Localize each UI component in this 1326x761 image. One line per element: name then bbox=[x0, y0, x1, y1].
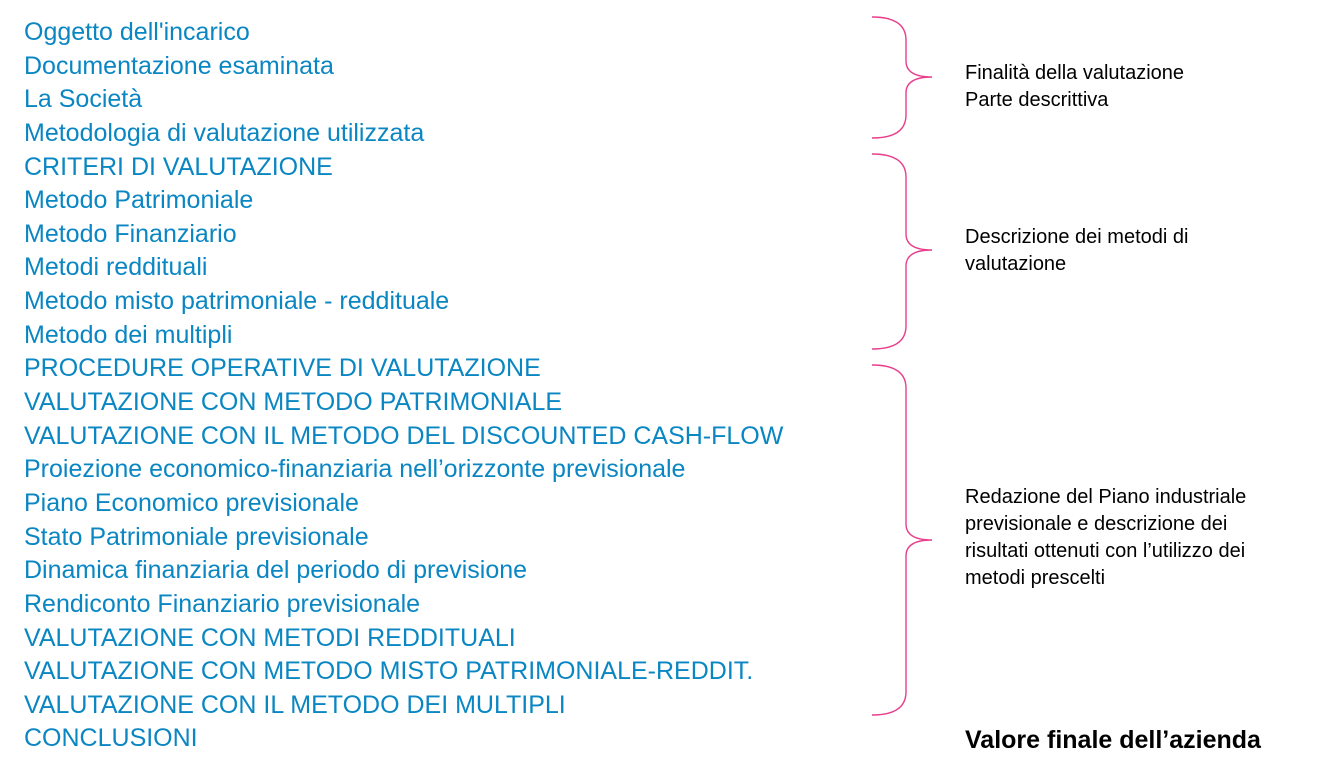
toc-item: Rendiconto Finanziario previsionale bbox=[24, 589, 421, 618]
toc-item: Documentazione esaminata bbox=[24, 51, 334, 80]
toc-item: PROCEDURE OPERATIVE DI VALUTAZIONE bbox=[24, 354, 541, 383]
toc-item: Metodo dei multipli bbox=[24, 320, 233, 349]
toc-item: Metodo misto patrimoniale - reddituale bbox=[24, 287, 450, 316]
toc-item: VALUTAZIONE CON METODO MISTO PATRIMONIALE-REDDIT. bbox=[24, 657, 754, 686]
note-line: previsionale e descrizione dei bbox=[965, 513, 1228, 535]
toc-item: Stato Patrimoniale previsionale bbox=[24, 522, 369, 551]
brace-group-2 bbox=[872, 154, 932, 349]
toc-item: Oggetto dell'incarico bbox=[24, 18, 250, 46]
toc-item: Proiezione economico-finanziaria nell’orizzonte previsionale bbox=[24, 455, 686, 484]
toc-item: Piano Economico previsionale bbox=[24, 488, 359, 517]
toc-item: La Società bbox=[24, 85, 143, 114]
toc-item: Metodi reddituali bbox=[24, 253, 208, 282]
group-note-plan bbox=[965, 484, 1246, 592]
toc-item: VALUTAZIONE CON IL METODO DEL DISCOUNTED CASH-FLOW bbox=[24, 421, 784, 450]
brace-group-1 bbox=[872, 17, 932, 138]
note-line: Parte descrittiva bbox=[965, 89, 1109, 111]
toc-item: CRITERI DI VALUTAZIONE bbox=[24, 152, 333, 181]
final-value-label: Valore finale dell’azienda bbox=[965, 726, 1261, 754]
group-note-purpose bbox=[965, 60, 1184, 114]
group-note-methods bbox=[965, 224, 1188, 278]
table-of-contents bbox=[24, 16, 783, 756]
note-line: risultati ottenuti con l’utilizzo dei bbox=[965, 540, 1246, 562]
toc-item: Metodo Patrimoniale bbox=[24, 186, 254, 215]
toc-item: Dinamica finanziaria del periodo di previsione bbox=[24, 556, 528, 585]
brace-group-3 bbox=[872, 365, 932, 715]
note-line: metodi prescelti bbox=[965, 567, 1106, 589]
note-line: valutazione bbox=[965, 253, 1067, 275]
toc-item: CONCLUSIONI bbox=[24, 724, 198, 753]
toc-item: VALUTAZIONE CON METODO PATRIMONIALE bbox=[24, 388, 563, 417]
note-line: Descrizione dei metodi di bbox=[965, 226, 1189, 248]
toc-item: VALUTAZIONE CON IL METODO DEI MULTIPLI bbox=[24, 690, 566, 719]
note-line: Finalità della valutazione bbox=[965, 62, 1185, 84]
toc-item: Metodo Finanziario bbox=[24, 219, 237, 248]
toc-item: VALUTAZIONE CON METODI REDDITUALI bbox=[24, 623, 516, 652]
note-line: Redazione del Piano industriale bbox=[965, 486, 1247, 508]
toc-item: Metodologia di valutazione utilizzata bbox=[24, 118, 425, 147]
